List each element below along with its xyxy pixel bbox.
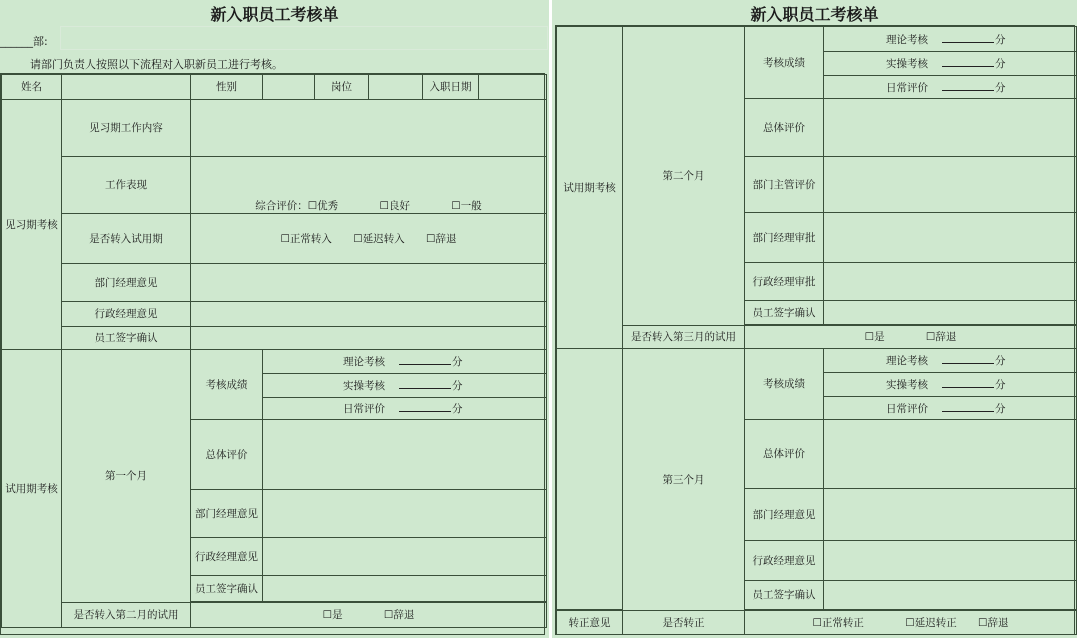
month1-practice-unit: 分	[452, 380, 463, 392]
month2-admin-approve-field[interactable]	[824, 263, 1077, 301]
month1-theory-label: 理论考核	[343, 356, 385, 368]
intern-dept-mgr-label: 部门经理意见	[62, 264, 191, 302]
month2-admin-approve-label: 行政经理审批	[745, 263, 824, 301]
instruction-text: 请部门负责人按照以下流程对入职新员工进行考核。	[30, 58, 283, 71]
regular-dismiss-checkbox[interactable]: ☐辞退	[978, 616, 1009, 629]
intern-admin-mgr-label: 行政经理意见	[62, 302, 191, 327]
intern-admin-mgr-field[interactable]	[191, 302, 547, 327]
transfer-normal-checkbox[interactable]: ☐正常转入	[280, 232, 332, 245]
month2-daily-row	[824, 76, 1077, 99]
month3-theory-row	[824, 349, 1077, 373]
month1-overall-field[interactable]	[263, 420, 547, 490]
month2-label: 第二个月	[623, 27, 745, 326]
form-title: 新入职员工考核单	[210, 5, 339, 24]
trial-section-continued-7	[557, 581, 623, 610]
overall-eval-average[interactable]: ☐一般	[451, 200, 482, 212]
transfer-dismiss-checkbox[interactable]: ☐辞退	[426, 232, 457, 245]
month1-overall-label: 总体评价	[191, 420, 263, 490]
month3-practice-label: 实操考核	[886, 379, 928, 391]
month1-daily-label: 日常评价	[343, 403, 385, 415]
regular-label: 转正意见	[557, 611, 623, 635]
month2-practice-unit: 分	[995, 58, 1006, 70]
position-label: 岗位	[315, 75, 369, 100]
month3-admin-mgr-field[interactable]	[824, 541, 1077, 581]
month2-transfer-label: 是否转入第三月的试用	[623, 326, 745, 349]
gender-field[interactable]	[263, 75, 315, 100]
month2-transfer-options	[745, 326, 1077, 349]
month1-transfer-options	[191, 603, 547, 628]
transfer-delayed-checkbox[interactable]: ☐延迟转入	[353, 232, 405, 245]
month1-practice-blank[interactable]	[399, 379, 451, 389]
month2-theory-label: 理论考核	[886, 33, 928, 46]
month2-dept-head-label: 部门主管评价	[745, 157, 824, 213]
trial-section-continued	[557, 349, 623, 373]
intern-section-label: 见习期考核	[2, 100, 62, 350]
right-form-panel	[552, 0, 1077, 638]
month2-overall-label: 总体评价	[745, 99, 824, 157]
month1-daily-row	[263, 398, 547, 420]
month1-staff-sign-label: 员工签字确认	[191, 576, 263, 602]
month2-scores-label: 考核成绩	[745, 27, 824, 99]
month2-overall-field[interactable]	[824, 99, 1077, 157]
month1-practice-row	[263, 374, 547, 398]
month3-overall-label: 总体评价	[745, 420, 824, 489]
month2-yes-checkbox[interactable]: ☐是	[864, 331, 885, 343]
overall-eval-field[interactable]	[191, 157, 547, 214]
month1-admin-mgr-field[interactable]	[263, 538, 547, 576]
name-field[interactable]	[62, 75, 191, 100]
trial-section-label-left: 试用期考核	[2, 350, 62, 628]
gender-label: 性别	[191, 75, 263, 100]
month3-staff-sign-label: 员工签字确认	[745, 581, 824, 610]
form-title-right: 新入职员工考核单	[750, 5, 879, 24]
regular-question: 是否转正	[623, 611, 745, 635]
month1-dept-mgr-field[interactable]	[263, 490, 547, 538]
month2-daily-unit: 分	[995, 81, 1006, 94]
trial-section-label-right: 试用期考核	[557, 27, 623, 349]
month1-scores-label: 考核成绩	[191, 350, 263, 420]
month1-theory-unit: 分	[452, 356, 463, 368]
month2-theory-row	[824, 27, 1077, 52]
intern-transfer-options	[191, 214, 547, 264]
month1-theory-blank[interactable]	[399, 355, 451, 365]
intern-staff-sign-field[interactable]	[191, 327, 547, 350]
trial-section-continued-2	[557, 373, 623, 397]
trial-section-continued-6	[557, 541, 623, 581]
regular-normal-checkbox[interactable]: ☐正常转正	[812, 616, 864, 629]
month2-dept-mgr-approve-label: 部门经理审批	[745, 213, 824, 263]
month2-staff-sign-label: 员工签字确认	[745, 301, 824, 325]
month1-label: 第一个月	[62, 350, 191, 603]
month3-daily-blank[interactable]	[942, 402, 994, 412]
month3-practice-unit: 分	[995, 379, 1006, 391]
department-line[interactable]: ______部:	[0, 35, 48, 48]
performance-label: 工作表现	[62, 157, 191, 214]
month2-staff-sign-field[interactable]	[824, 301, 1077, 325]
month1-yes-checkbox[interactable]: ☐是	[322, 609, 343, 621]
intern-dept-mgr-field[interactable]	[191, 264, 547, 302]
overall-eval-excellent[interactable]: 综合评价：☐优秀	[255, 200, 339, 212]
month3-scores-label: 考核成绩	[745, 349, 824, 420]
position-field[interactable]	[369, 75, 423, 100]
month2-practice-blank[interactable]	[942, 57, 994, 67]
right-form-table	[556, 26, 1077, 635]
trial-section-continued-5	[557, 489, 623, 541]
regular-delayed-checkbox[interactable]: ☐延迟转正	[905, 616, 957, 629]
month2-dismiss-checkbox[interactable]: ☐辞退	[925, 331, 957, 343]
month2-dept-mgr-approve-field[interactable]	[824, 213, 1077, 263]
month3-daily-row	[824, 397, 1077, 420]
month1-admin-mgr-label: 行政经理意见	[191, 538, 263, 576]
month3-practice-row	[824, 373, 1077, 397]
intern-work-content-field[interactable]	[191, 100, 547, 157]
overall-eval-good[interactable]: ☐良好	[379, 200, 410, 212]
month1-theory-row	[263, 350, 547, 374]
month3-practice-blank[interactable]	[942, 378, 994, 388]
month1-daily-unit: 分	[452, 403, 463, 415]
month3-staff-sign-field[interactable]	[824, 581, 1077, 610]
month3-theory-unit: 分	[995, 355, 1006, 367]
month2-theory-unit: 分	[995, 33, 1006, 46]
month2-daily-label: 日常评价	[886, 81, 928, 94]
trial-section-continued-3	[557, 397, 623, 420]
sheet-gridline	[60, 26, 548, 50]
left-form-table	[1, 74, 547, 628]
month2-practice-row	[824, 52, 1077, 76]
month3-admin-mgr-label: 行政经理意见	[745, 541, 824, 581]
trial-section-continued-4	[557, 420, 623, 489]
month1-transfer-label: 是否转入第二月的试用	[62, 603, 191, 628]
month3-label: 第三个月	[623, 349, 745, 611]
month1-staff-sign-field[interactable]	[263, 576, 547, 602]
month2-theory-blank[interactable]	[942, 33, 994, 43]
intern-staff-sign-label: 员工签字确认	[62, 327, 191, 350]
intern-transfer-label: 是否转入试用期	[62, 214, 191, 264]
month3-theory-blank[interactable]	[942, 354, 994, 364]
left-form-grid	[0, 73, 545, 635]
hire-date-field[interactable]	[479, 75, 547, 100]
month3-dept-mgr-label: 部门经理意见	[745, 489, 824, 541]
month2-practice-label: 实操考核	[886, 58, 928, 70]
month3-daily-unit: 分	[995, 402, 1006, 415]
hire-date-label: 入职日期	[423, 75, 479, 100]
intern-work-content-label: 见习期工作内容	[62, 100, 191, 157]
right-form-grid	[555, 25, 1075, 635]
regular-options	[745, 611, 1077, 635]
month3-daily-label: 日常评价	[886, 402, 928, 415]
month2-daily-blank[interactable]	[942, 81, 994, 91]
month1-dismiss-checkbox[interactable]: ☐辞退	[383, 609, 415, 621]
month3-theory-label: 理论考核	[886, 355, 928, 367]
month2-dept-head-field[interactable]	[824, 157, 1077, 213]
month3-dept-mgr-field[interactable]	[824, 489, 1077, 541]
month1-daily-blank[interactable]	[399, 402, 451, 412]
month1-dept-mgr-label: 部门经理意见	[191, 490, 263, 538]
name-label: 姓名	[2, 75, 62, 100]
month3-overall-field[interactable]	[824, 420, 1077, 489]
month1-practice-label: 实操考核	[343, 380, 385, 392]
